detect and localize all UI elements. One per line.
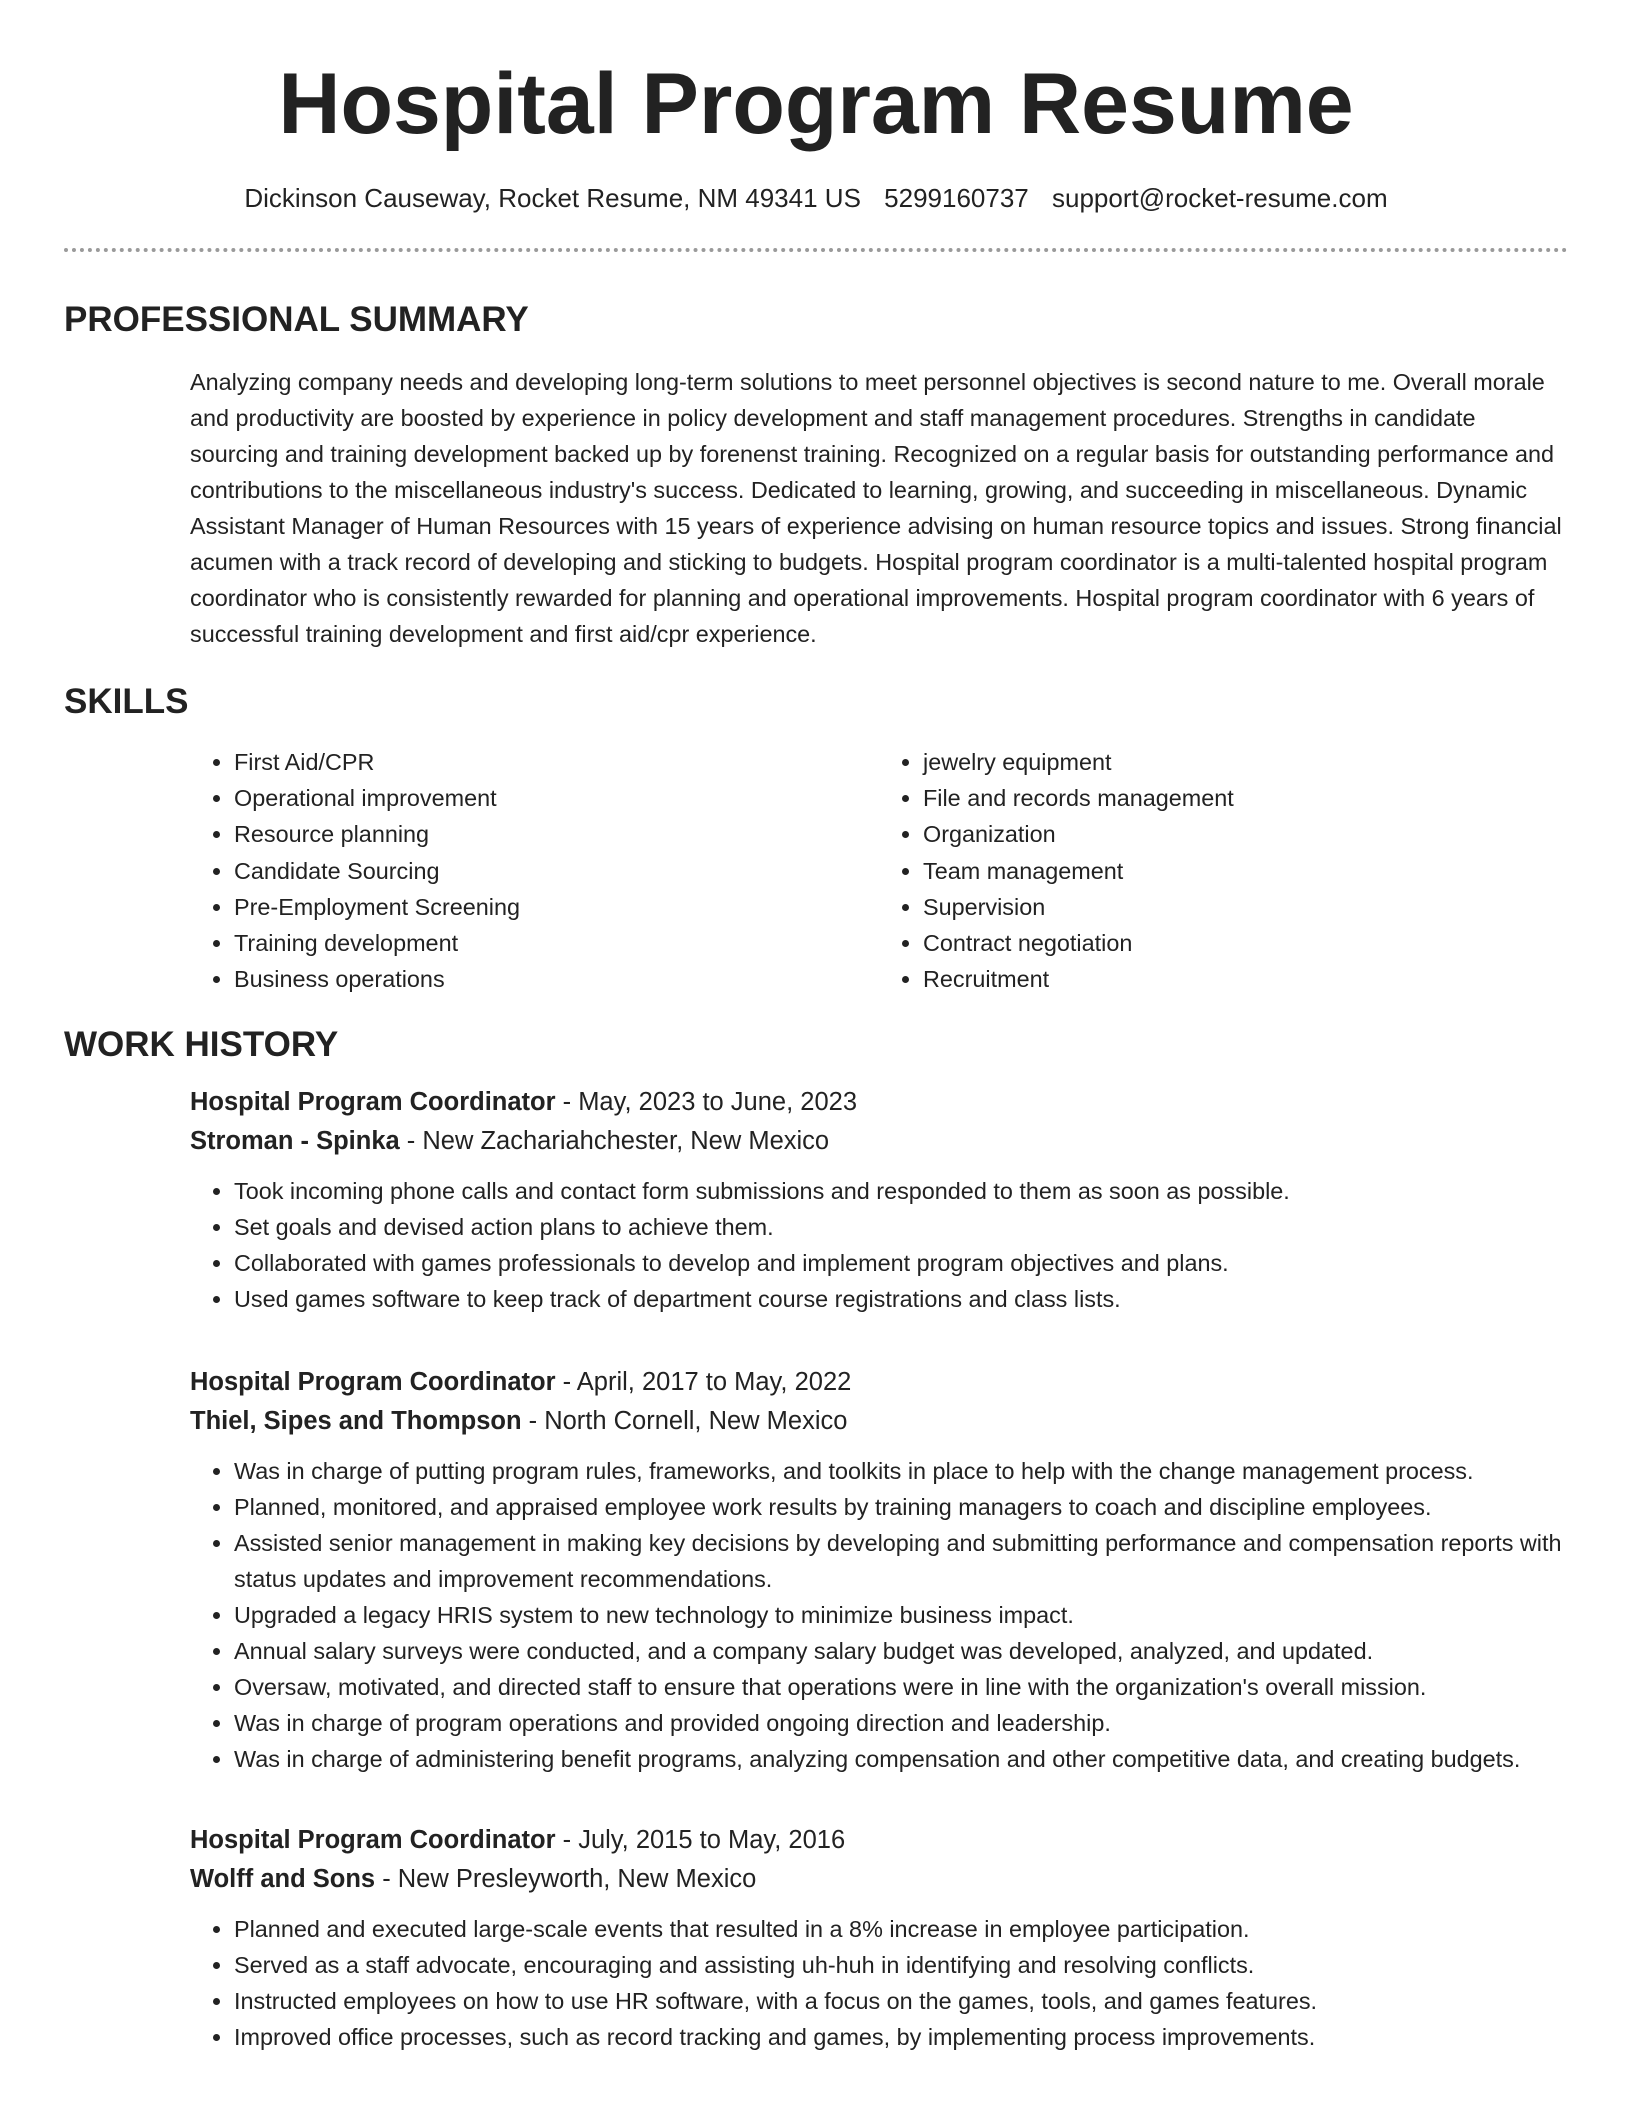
skill-item: • Resource planning: [234, 816, 879, 852]
skill-item: • Pre-Employment Screening: [234, 889, 879, 925]
job-bullet: • Oversaw, motivated, and directed staff to ensure that operations were in line with the organization's overall mission.: [234, 1669, 1568, 1705]
job-bullet: • Instructed employees on how to use HR software, with a focus on the games, tools, and games features.: [234, 1983, 1568, 2019]
job-company-line: [190, 1860, 1568, 1899]
resume-title: Hospital Program Resume: [278, 56, 1354, 152]
work-history-heading: WORK HISTORY: [64, 1025, 339, 1065]
job-entry: [190, 1083, 1568, 1317]
job-company: Wolff and Sons: [190, 1865, 376, 1894]
skill-item: • Operational improvement: [234, 780, 879, 816]
job-company: Stroman - Spinka: [190, 1127, 400, 1156]
contact-line: [64, 180, 1568, 216]
skill-item: • First Aid/CPR: [234, 744, 879, 780]
job-title-line: [190, 1083, 1568, 1122]
job-bullet: • Assisted senior management in making key decisions by developing and submitting performance and compensation reports with status updates and improvement recommendations.: [234, 1525, 1568, 1597]
job-title: Hospital Program Coordinator: [190, 1368, 556, 1397]
job-bullet: • Collaborated with games professionals to develop and implement program objectives and plans.: [234, 1245, 1568, 1281]
skill-item: • Training development: [234, 925, 879, 961]
job-entry: [190, 1821, 1568, 2055]
resume-page: [64, 0, 1568, 2055]
job-location: - New Zachariahchester, New Mexico: [399, 1127, 830, 1156]
job-bullet: • Set goals and devised action plans to achieve them.: [234, 1209, 1568, 1245]
skill-item: • Team management: [923, 853, 1568, 889]
job-title-line: [190, 1821, 1568, 1860]
job-bullet: • Was in charge of program operations and provided ongoing direction and leadership.: [234, 1705, 1568, 1741]
summary-text: Analyzing company needs and developing long-term solutions to meet personnel objectives is second nature to me. Overall morale and productivity are boosted by experience in policy development and staff management procedures. Strengths in candidate sourcing and training development backed up by forenenst training. Recognized on a regular basis for outstanding performance and contributions to the miscellaneous industry's success. Dedicated to learning, growing, and succeeding in miscellaneous. Dynamic Assistant Manager of Human Resources with 15 years of experience advising on human resource topics and issues. Strong financial acumen with a track record of developing and sticking to budgets. Hospital program coordinator is a multi-talented hospital program coordinator who is consistently rewarded for planning and operational improvements. Hospital program coordinator with 6 years of successful training development and first aid/cpr experience.: [190, 369, 1562, 647]
job-bullet: • Was in charge of putting program rules, frameworks, and toolkits in place to help with the change management process.: [234, 1453, 1568, 1489]
job-entry: [190, 1363, 1568, 1777]
skill-item: • Contract negotiation: [923, 925, 1568, 961]
skills-grid: [190, 744, 1568, 997]
job-company: Thiel, Sipes and Thompson: [190, 1407, 522, 1436]
job-title-line: [190, 1363, 1568, 1402]
job-bullet: • Served as a staff advocate, encouraging and assisting uh-huh in identifying and resolving conflicts.: [234, 1947, 1568, 1983]
job-bullet: • Planned and executed large-scale events that resulted in a 8% increase in employee participation.: [234, 1911, 1568, 1947]
contact-email: support@rocket-resume.com: [1052, 183, 1388, 213]
job-company-line: [190, 1402, 1568, 1441]
job-bullet: • Was in charge of administering benefit programs, analyzing compensation and other competitive data, and creating budgets.: [234, 1741, 1568, 1777]
job-bullet: • Upgraded a legacy HRIS system to new technology to minimize business impact.: [234, 1597, 1568, 1633]
job-bullets: [190, 1453, 1568, 1777]
job-bullets: [190, 1911, 1568, 2055]
contact-phone: 5299160737: [884, 183, 1029, 213]
job-title: Hospital Program Coordinator: [190, 1088, 556, 1117]
job-dates: - July, 2015 to May, 2016: [555, 1826, 846, 1855]
skill-item: • File and records management: [923, 780, 1568, 816]
skill-item: • Supervision: [923, 889, 1568, 925]
skills-heading: SKILLS: [64, 682, 189, 721]
job-bullet: • Planned, monitored, and appraised employee work results by training managers to coach and discipline employees.: [234, 1489, 1568, 1525]
job-dates: - May, 2023 to June, 2023: [555, 1088, 857, 1117]
skill-item: • jewelry equipment: [923, 744, 1568, 780]
contact-address: Dickinson Causeway, Rocket Resume, NM 49341 US: [244, 183, 861, 213]
job-bullet: • Used games software to keep track of department course registrations and class lists.: [234, 1281, 1568, 1317]
job-dates: - April, 2017 to May, 2022: [555, 1368, 852, 1397]
skill-item: • Business operations: [234, 961, 879, 997]
skill-item: • Candidate Sourcing: [234, 853, 879, 889]
job-bullets: [190, 1173, 1568, 1317]
summary-heading: PROFESSIONAL SUMMARY: [64, 300, 529, 339]
job-bullet: • Improved office processes, such as record tracking and games, by implementing process improvements.: [234, 2019, 1568, 2055]
skill-item: • Recruitment: [923, 961, 1568, 997]
skills-left-column: [190, 744, 879, 997]
job-location: - New Presleyworth, New Mexico: [375, 1865, 757, 1894]
skill-item: • Organization: [923, 816, 1568, 852]
job-bullet: • Took incoming phone calls and contact form submissions and responded to them as soon as possible.: [234, 1173, 1568, 1209]
job-bullet: • Annual salary surveys were conducted, and a company salary budget was developed, analyzed, and updated.: [234, 1633, 1568, 1669]
header-divider: [64, 248, 1568, 252]
job-title: Hospital Program Coordinator: [190, 1826, 556, 1855]
job-location: - North Cornell, New Mexico: [521, 1407, 848, 1436]
job-company-line: [190, 1122, 1568, 1161]
skills-right-column: [879, 744, 1568, 997]
